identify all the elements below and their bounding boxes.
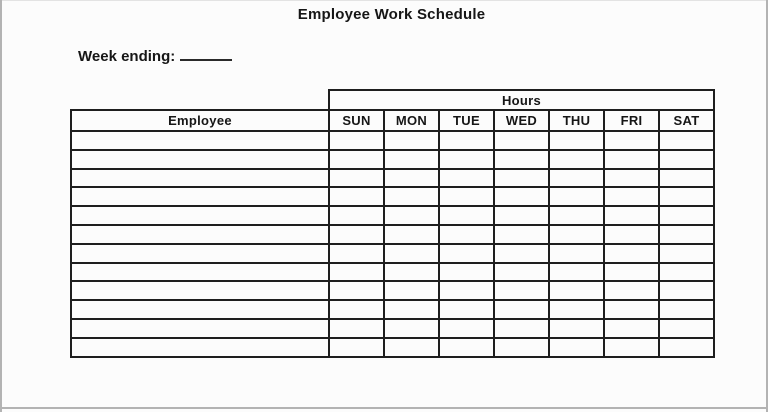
hours-cell	[659, 281, 714, 300]
hours-cell	[549, 187, 604, 206]
schedule-row	[71, 206, 714, 225]
hours-cell	[604, 187, 659, 206]
hours-cell	[494, 338, 549, 357]
hours-header: Hours	[329, 90, 714, 110]
week-ending-blank-field	[180, 47, 232, 61]
hours-cell	[329, 187, 384, 206]
schedule-table-body	[71, 131, 714, 357]
hours-cell	[384, 244, 439, 263]
hours-cell	[494, 206, 549, 225]
week-ending-line	[78, 47, 232, 65]
hours-cell	[384, 169, 439, 188]
hours-cell	[549, 169, 604, 188]
day-header-wed: WED	[494, 110, 549, 131]
schedule-row	[71, 244, 714, 263]
hours-cell	[549, 338, 604, 357]
employee-name-cell	[71, 150, 329, 169]
employee-name-cell	[71, 263, 329, 282]
hours-cell	[604, 169, 659, 188]
page-title: Employee Work Schedule	[297, 6, 486, 23]
hours-cell	[439, 131, 494, 150]
hours-cell	[604, 338, 659, 357]
hours-cell	[384, 206, 439, 225]
schedule-row	[71, 300, 714, 319]
hours-cell	[549, 300, 604, 319]
schedule-row	[71, 131, 714, 150]
hours-cell	[439, 338, 494, 357]
schedule-row	[71, 319, 714, 338]
day-header-mon: MON	[384, 110, 439, 131]
hours-cell	[439, 319, 494, 338]
schedule-table-container	[70, 89, 715, 358]
schedule-row	[71, 281, 714, 300]
hours-cell	[439, 244, 494, 263]
hours-cell	[549, 131, 604, 150]
employee-name-cell	[71, 319, 329, 338]
schedule-row	[71, 225, 714, 244]
schedule-row	[71, 338, 714, 357]
hours-cell	[439, 169, 494, 188]
hours-cell	[549, 206, 604, 225]
hours-cell	[659, 206, 714, 225]
hours-cell	[439, 187, 494, 206]
hours-cell	[549, 225, 604, 244]
day-header-sat: SAT	[659, 110, 714, 131]
schedule-row	[71, 187, 714, 206]
employee-name-cell	[71, 187, 329, 206]
hours-cell	[494, 319, 549, 338]
hours-cell	[494, 300, 549, 319]
hours-cell	[329, 338, 384, 357]
hours-cell	[549, 150, 604, 169]
hours-cell	[604, 319, 659, 338]
hours-cell	[439, 263, 494, 282]
hours-cell	[329, 319, 384, 338]
hours-cell	[439, 206, 494, 225]
hours-cell	[494, 150, 549, 169]
employee-name-cell	[71, 131, 329, 150]
hours-cell	[439, 150, 494, 169]
employee-name-cell	[71, 169, 329, 188]
hours-cell	[604, 244, 659, 263]
hours-cell	[329, 281, 384, 300]
column-header-row	[71, 110, 714, 131]
hours-cell	[329, 244, 384, 263]
hours-cell	[549, 281, 604, 300]
hours-header-row	[71, 90, 714, 110]
hours-cell	[659, 300, 714, 319]
hours-cell	[494, 187, 549, 206]
hours-cell	[384, 281, 439, 300]
employee-name-cell	[71, 281, 329, 300]
hours-cell	[659, 319, 714, 338]
hours-cell	[384, 187, 439, 206]
hours-cell	[659, 225, 714, 244]
page-edge-top	[0, 0, 768, 1]
page-edge-bottom	[0, 407, 768, 409]
hours-cell	[439, 300, 494, 319]
day-header-sun: SUN	[329, 110, 384, 131]
hours-cell	[659, 169, 714, 188]
week-ending-label: Week ending:	[78, 48, 176, 65]
hours-cell	[604, 206, 659, 225]
hours-cell	[329, 131, 384, 150]
hours-cell	[384, 338, 439, 357]
hours-cell	[329, 225, 384, 244]
hours-cell	[439, 225, 494, 244]
hours-cell	[384, 225, 439, 244]
hours-cell	[604, 150, 659, 169]
hours-cell	[329, 150, 384, 169]
hours-cell	[494, 244, 549, 263]
employee-name-cell	[71, 225, 329, 244]
hours-cell	[439, 281, 494, 300]
page-edge-left	[0, 0, 2, 412]
hours-cell	[549, 319, 604, 338]
employee-column-header: Employee	[71, 110, 329, 131]
hours-cell	[549, 263, 604, 282]
schedule-table	[70, 89, 715, 358]
hours-cell	[604, 300, 659, 319]
hours-cell	[659, 131, 714, 150]
hours-cell	[329, 206, 384, 225]
hours-cell	[384, 263, 439, 282]
hours-cell	[604, 281, 659, 300]
hours-cell	[384, 150, 439, 169]
hours-cell	[494, 225, 549, 244]
employee-name-cell	[71, 244, 329, 263]
hours-cell	[494, 131, 549, 150]
hours-cell	[549, 244, 604, 263]
header-spacer-cell	[71, 90, 329, 110]
hours-cell	[494, 263, 549, 282]
hours-cell	[604, 131, 659, 150]
employee-name-cell	[71, 338, 329, 357]
hours-cell	[494, 169, 549, 188]
hours-cell	[659, 150, 714, 169]
hours-cell	[384, 319, 439, 338]
hours-cell	[329, 169, 384, 188]
hours-cell	[329, 263, 384, 282]
hours-cell	[384, 131, 439, 150]
hours-cell	[494, 281, 549, 300]
hours-cell	[604, 263, 659, 282]
schedule-row	[71, 150, 714, 169]
day-header-thu: THU	[549, 110, 604, 131]
day-header-tue: TUE	[439, 110, 494, 131]
schedule-row	[71, 169, 714, 188]
hours-cell	[604, 225, 659, 244]
hours-cell	[329, 300, 384, 319]
day-header-fri: FRI	[604, 110, 659, 131]
employee-name-cell	[71, 300, 329, 319]
hours-cell	[659, 187, 714, 206]
hours-cell	[659, 338, 714, 357]
hours-cell	[384, 300, 439, 319]
hours-cell	[659, 263, 714, 282]
employee-name-cell	[71, 206, 329, 225]
hours-cell	[659, 244, 714, 263]
schedule-row	[71, 263, 714, 282]
